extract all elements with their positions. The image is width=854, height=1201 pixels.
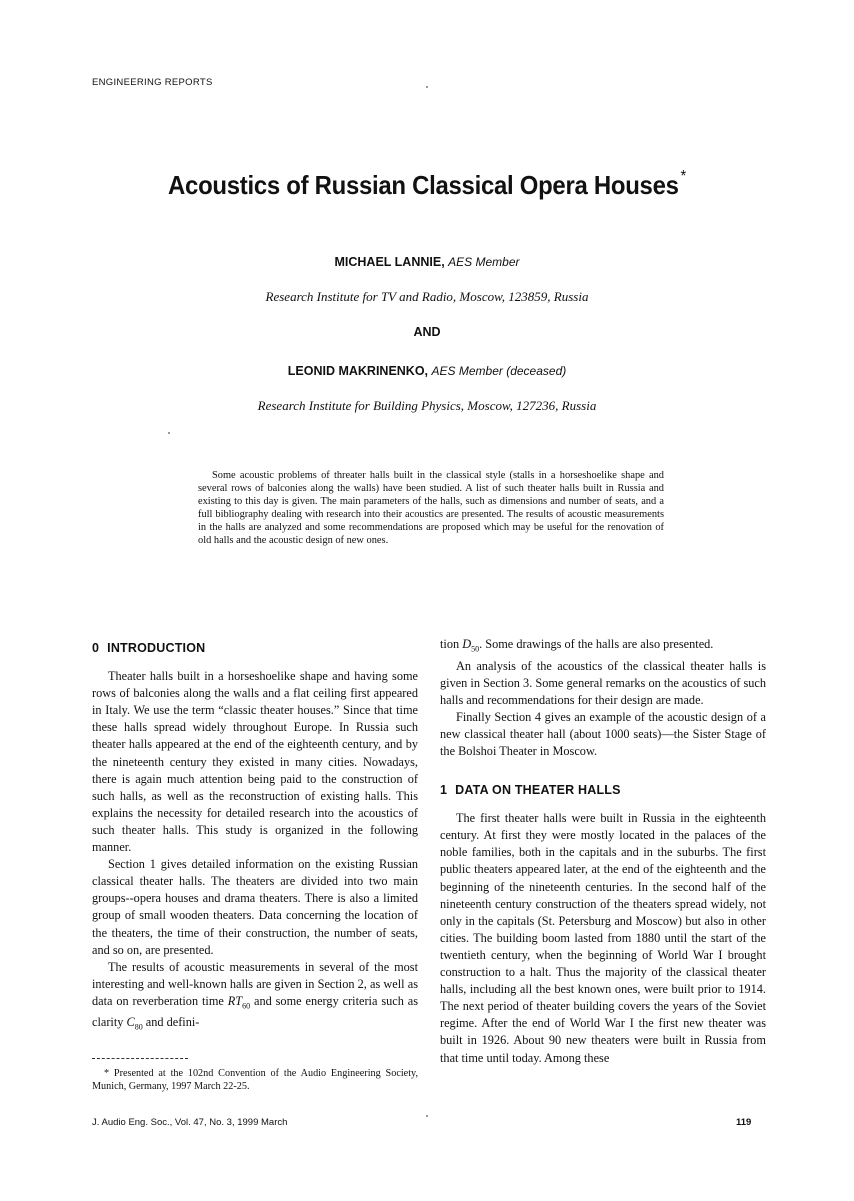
author-2-membership: AES Member (deceased) xyxy=(431,364,567,378)
scan-speck xyxy=(426,86,428,88)
section-heading-data-on-theater-halls xyxy=(440,782,766,799)
text-run: tion xyxy=(440,637,463,651)
data-paragraph-1: The first theater halls were built in Russia in the eighteenth century. At first they were mostly located in the palaces of the noble families, both in the capitals and in the suburbs. The first public theaters appeared later, at the end of the eighteenth and the beginning of the nineteenth centuries. In the second half of the nineteenth century construction of the theaters spread widely, not only in the capitals (St. Petersburg and Moscow) but also in other cities. The building boom lasted from 1880 until the start of the twentieth century, when the beginning of World War I brought construction to a halt. Thus the majority of the classical theater halls, including all the best known ones, were built prior to 1914. The next period of theater building covers the years of the Soviet regime. After the end of World War I the first new theater was built in 1926. About 90 new theaters were built in Russia from that time until today. Among these xyxy=(440,811,766,1065)
symbol-d: D xyxy=(462,637,472,651)
intro-paragraph-3-continued xyxy=(440,636,766,658)
intro-paragraph-5: Finally Section 4 gives an example of the acoustic design of a new classical theater hall (about 1000 seats)—the Sister Stage of the Bolshoi Theater in Moscow. xyxy=(440,709,766,759)
symbol-d-subscript: 50 xyxy=(471,644,480,654)
author-2 xyxy=(0,364,854,378)
title-footnote-mark: * xyxy=(680,168,686,185)
intro-paragraph-1: Theater halls built in a horseshoelike shape and having some rows of balconies along the walls and a flat ceiling first appeared in Italy. We use the term “classic theater houses.” Since that time these halls spread widely throughout Europe. In Russia such theater halls appeared at the end of the eighteenth century, and by the nineteenth century they existed in many cities. Nowadays, there is again much attention being paid to the construction of such halls, as well as the reconstruction of existing halls. This explains the necessity for detailed research into the acoustics of such theater halls. This study is organized in the following manner. xyxy=(92,669,418,855)
intro-paragraph-2: Section 1 gives detailed information on the existing Russian classical theater halls. The theaters are divided into two main groups--opera houses and drama theaters. There is also a limited group of small wooden theaters. Data concerning the location of the theaters, the time of their construction, the number of seats, and so on, are presented. xyxy=(92,857,418,957)
left-column xyxy=(92,640,418,1036)
symbol-c: C xyxy=(126,1015,135,1030)
author-1-membership: AES Member xyxy=(448,255,520,269)
right-column xyxy=(440,636,766,1067)
section-title: INTRODUCTION xyxy=(107,641,206,655)
author-2-name: LEONID MAKRINENKO, xyxy=(287,364,429,378)
journal-citation: J. Audio Eng. Soc., Vol. 47, No. 3, 1999 March xyxy=(92,1117,288,1128)
author-1 xyxy=(0,255,854,269)
scan-speck xyxy=(426,1115,428,1117)
footnote: * Presented at the 102nd Convention of the Audio Engineering Society, Munich, Germany, 1997 March 22-25. xyxy=(92,1068,418,1092)
section-number: 0 xyxy=(92,641,100,655)
abstract xyxy=(198,469,664,547)
symbol-rt-subscript: 60 xyxy=(242,1001,251,1011)
author-2-affiliation: Research Institute for Building Physics, Moscow, 127236, Russia xyxy=(257,398,597,413)
title-text: Acoustics of Russian Classical Opera Houses xyxy=(168,170,679,200)
text-run: The results of acoustic measurements in several of the most interesting and well-known halls are given in Section 2, as well as data on reverberation time xyxy=(92,959,418,1008)
abstract-text: Some acoustic problems of threater halls built in the classical style (stalls in a horseshoelike shape and several rows of balconies along the walls) have been studied. A list of such theater halls built in Russia and existing to this day is given. The main parameters of the halls, such as dimensions and number of seats, and a full bibliography dealing with research into their acoustics are presented. The results of acoustic measurements in the halls are analyzed and some recommendations are proposed which may be useful for the renovation of old halls and the acoustic design of new ones. xyxy=(198,470,664,546)
author-1-name: MICHAEL LANNIE, xyxy=(334,255,445,269)
section-heading-introduction xyxy=(92,640,418,657)
running-head: ENGINEERING REPORTS xyxy=(92,77,213,88)
paper-title xyxy=(34,170,820,201)
symbol-rt: RT xyxy=(227,993,243,1008)
text-run: and defini- xyxy=(142,1015,200,1030)
intro-paragraph-4: An analysis of the acoustics of the classical theater halls is given in Section 3. Some general remarks on the acoustics of such halls and recommendations for their design are made. xyxy=(440,658,766,707)
intro-paragraph-3 xyxy=(92,959,418,1036)
text-run: . Some drawings of the halls are also presented. xyxy=(479,637,714,651)
section-title: DATA ON THEATER HALLS xyxy=(455,783,621,798)
author-1-affiliation: Research Institute for TV and Radio, Moscow, 123859, Russia xyxy=(265,289,589,304)
page-number: 119 xyxy=(736,1117,752,1128)
footnote-rule xyxy=(92,1058,188,1059)
section-number: 1 xyxy=(440,783,448,798)
scan-speck xyxy=(168,432,170,434)
and-separator: AND xyxy=(413,325,441,339)
text-run: and some energy criteria such as clarity xyxy=(92,993,418,1030)
symbol-c-subscript: 80 xyxy=(134,1022,143,1032)
